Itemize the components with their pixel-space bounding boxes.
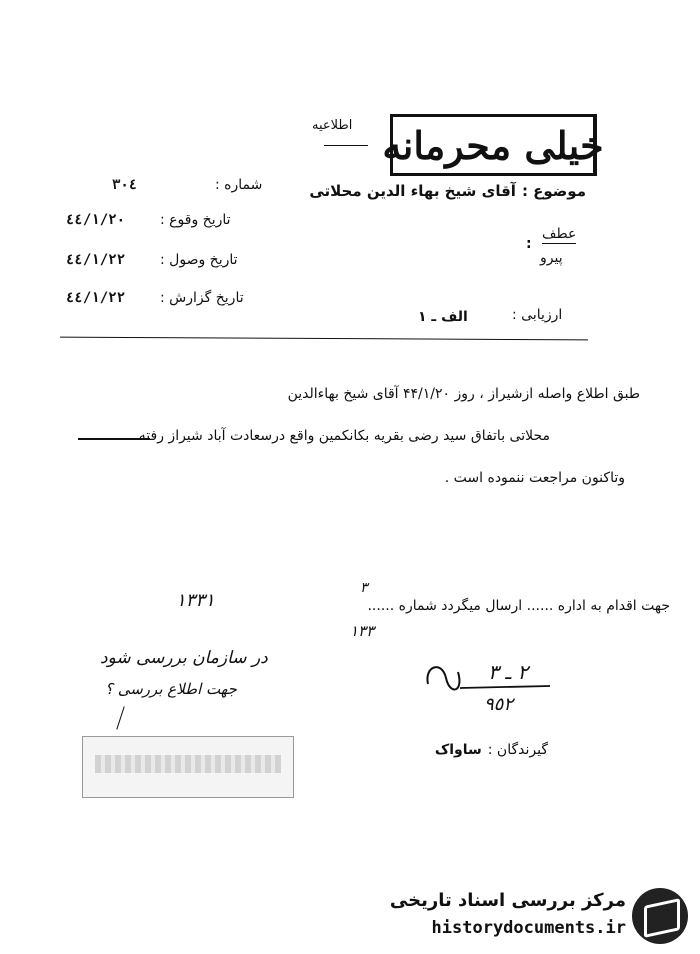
classification-stamp: خیلی محرمانه (390, 114, 597, 176)
receipt-date-label: تاریخ وصول : (160, 252, 238, 268)
report-date-value: ٤٤/١/٢٢ (66, 290, 126, 306)
recipients-row (435, 742, 548, 758)
report-date-label: تاریخ گزارش : (160, 290, 244, 306)
notice-underline (324, 145, 368, 146)
body-line-2: محلاتی باتفاق سید رضی بقریه بکانکمین واقع درسعادت آباد شیراز رفته (138, 428, 550, 444)
action-number-fill: ١٣٣١ (176, 590, 215, 611)
reference-colon: : (526, 236, 532, 252)
archive-title: مرکز بررسی اسناد تاریخی (389, 890, 626, 911)
occurrence-date-label: تاریخ وقوع : (160, 212, 231, 228)
header-separator (60, 337, 588, 341)
receipt-date-value: ٤٤/١/٢٢ (66, 252, 126, 268)
subject-label: موضوع : (521, 182, 586, 200)
archive-logo-icon (632, 888, 688, 944)
archive-url: historydocuments.ir (431, 918, 626, 938)
occurrence-date-value: ٤٤/١/٢٠ (66, 212, 126, 228)
action-line: جهت اقدام به اداره ...... ارسال میگردد شماره ...... (367, 598, 670, 614)
subject-value: آقای شیخ بهاء الدین محلاتی (309, 182, 516, 200)
recipients-value: ساواک (434, 742, 482, 758)
number-value: ٣٠٤ (112, 177, 138, 193)
body-line-1: طبق اطلاع واصله ازشیراز ، روز ۴۴/۱/۲۰ آقای شیخ بهاءالدین (287, 386, 640, 402)
notice-label: اطلاعیه (312, 118, 353, 133)
handwritten-number: ٩٥٢ (484, 694, 514, 715)
recipients-label: گیرندگان : (487, 742, 548, 758)
action-dept-number: ٣ (360, 580, 368, 596)
faded-stamp (82, 736, 294, 798)
evaluation-value: الف ـ ۱ (418, 309, 468, 325)
subject-row (309, 182, 586, 200)
reference-label: عطف (542, 226, 577, 242)
follow-up-label: پیرو (540, 250, 563, 266)
handwritten-code: ٢ ـ ٣ (488, 660, 529, 684)
action-sub-note: ١٣٣ (350, 622, 375, 640)
handwritten-stroke (116, 706, 124, 729)
handwritten-note-line-2: جهت اطلاع بررسی ؟ (105, 680, 237, 698)
body-line-2-dash (78, 438, 150, 440)
handwritten-note-line-1: در سازمان بررسی شود (100, 648, 268, 668)
number-label: شماره : (215, 177, 263, 193)
evaluation-label: ارزیابی : (512, 307, 563, 323)
body-line-3: وتاکنون مراجعت ننموده است . (444, 470, 625, 486)
archive-watermark (389, 884, 694, 950)
